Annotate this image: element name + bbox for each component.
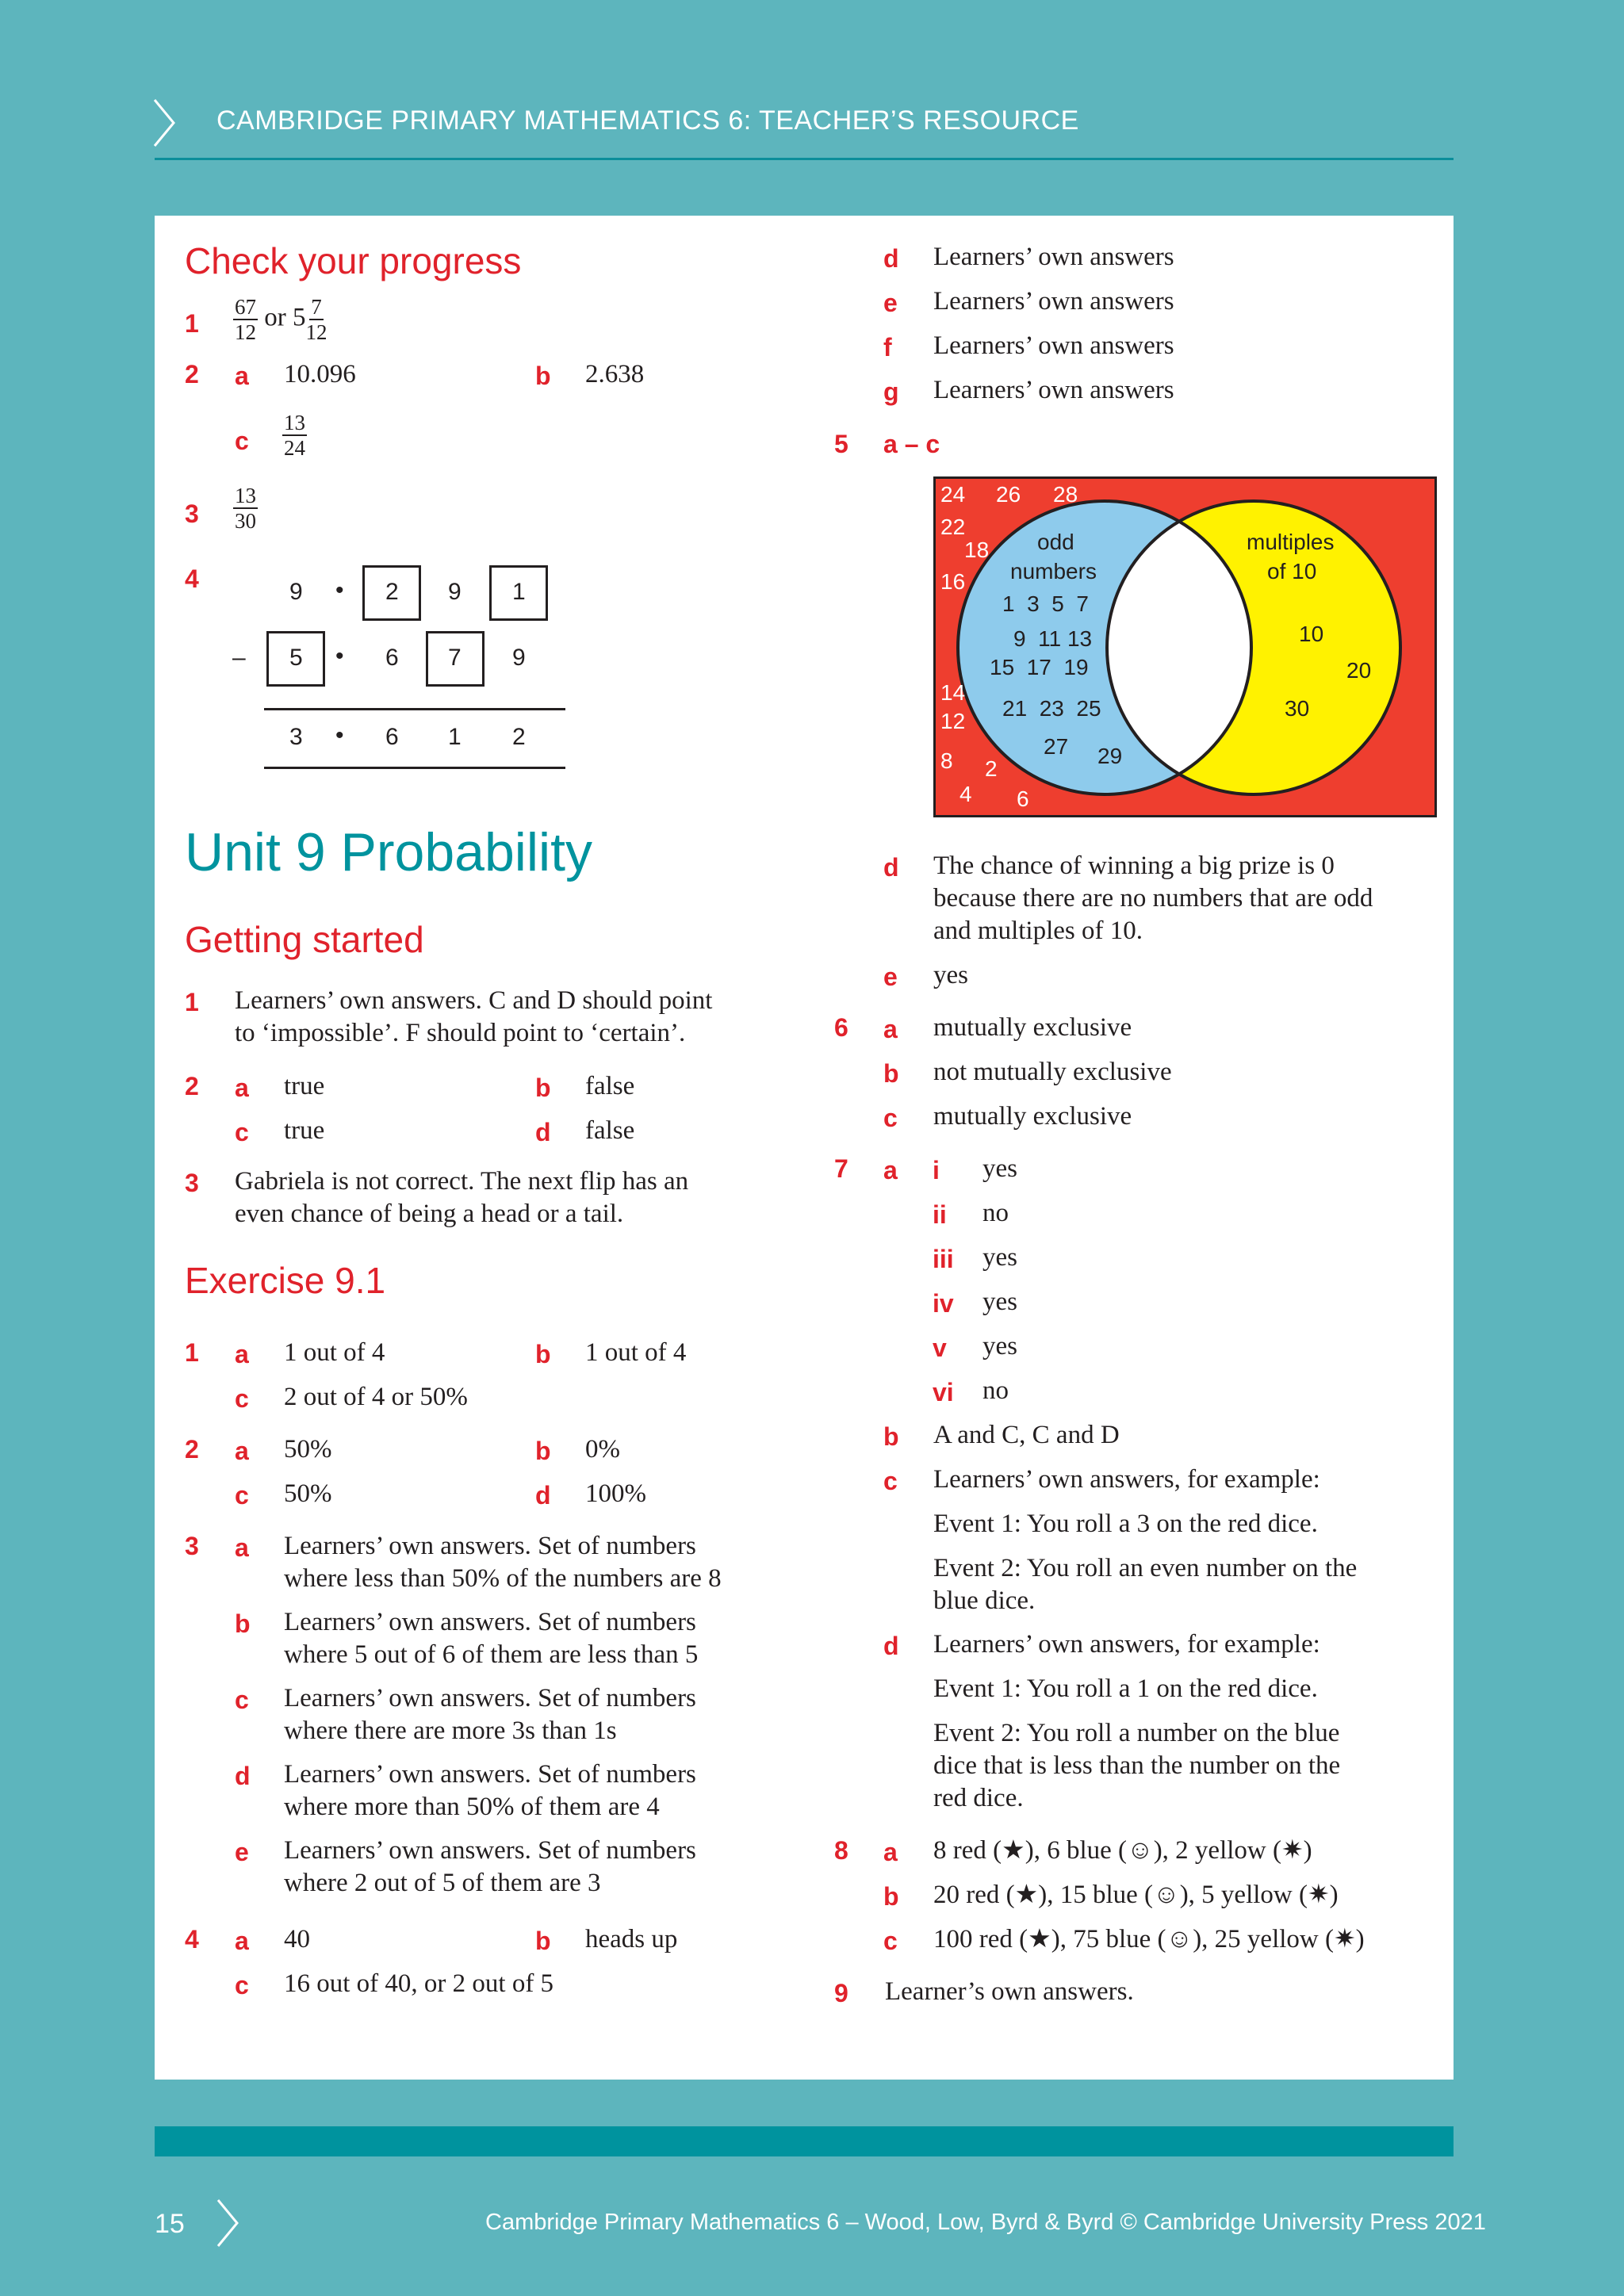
ex-q2-d-value: 100% bbox=[585, 1479, 646, 1508]
q6-a-value: mutually exclusive bbox=[933, 1013, 1132, 1042]
fraction: $\frac{13}{30}$ bbox=[235, 484, 256, 533]
q7-roman-v-value: yes bbox=[982, 1332, 1017, 1360]
ex-q1-a-value: 1 out of 4 bbox=[284, 1338, 385, 1367]
ex-q3-b-line2: where 5 out of 6 of them are less than 5 bbox=[284, 1640, 699, 1669]
q4-g-letter: g bbox=[883, 377, 899, 406]
venn-circles bbox=[936, 479, 1434, 815]
ex-q1-a-letter: a bbox=[235, 1340, 249, 1368]
digit: 6 bbox=[385, 724, 399, 750]
odd-numbers-row: 9 11 13 bbox=[1013, 626, 1093, 651]
q8-b-value: 20 red (★), 15 blue (☺), 5 yellow (✷) bbox=[933, 1881, 1339, 1909]
gs-q1-line1: Learners’ own answers. C and D should point bbox=[235, 986, 713, 1015]
q5-number: 5 bbox=[834, 430, 848, 458]
progress-q2-a-value: 10.096 bbox=[284, 360, 356, 388]
decimal-point: • bbox=[335, 577, 344, 603]
q5-d-line3: and multiples of 10. bbox=[933, 916, 1143, 945]
digit: 1 bbox=[512, 579, 526, 605]
q7-roman-i-value: yes bbox=[982, 1154, 1017, 1183]
header-title: CAMBRIDGE PRIMARY MATHEMATICS 6: TEACHER’S RESOURCE bbox=[216, 105, 1079, 136]
ex-q4-a-value: 40 bbox=[284, 1925, 310, 1954]
q7-d-line1: Learners’ own answers, for example: bbox=[933, 1630, 1320, 1659]
progress-q4-number: 4 bbox=[185, 564, 199, 593]
q5-ac-label: a – c bbox=[883, 430, 940, 458]
q7-c-line1: Learners’ own answers, for example: bbox=[933, 1465, 1320, 1494]
check-progress-heading: Check your progress bbox=[185, 240, 522, 281]
venn-outside-number: 28 bbox=[1053, 482, 1078, 507]
venn-outside-number: 22 bbox=[940, 515, 966, 539]
ex-q1-b-value: 1 out of 4 bbox=[585, 1338, 687, 1367]
ex-q2-b-letter: b bbox=[535, 1437, 551, 1465]
ex-q4-c-value: 16 out of 40, or 2 out of 5 bbox=[284, 1969, 554, 1998]
q6-c-letter: c bbox=[883, 1104, 898, 1132]
ex-q3-b-line1: Learners’ own answers. Set of numbers bbox=[284, 1608, 696, 1636]
header-rule bbox=[155, 158, 1454, 160]
ex-q1-c-letter: c bbox=[235, 1384, 249, 1413]
gs-q2-number: 2 bbox=[185, 1072, 199, 1100]
venn-diagram bbox=[933, 476, 1437, 817]
gs-q3-line1: Gabriela is not correct. The next flip has an bbox=[235, 1167, 689, 1196]
fraction: $\frac{7}{12}$ bbox=[305, 295, 327, 344]
q7-c-line2: Event 1: You roll a 3 on the red dice. bbox=[933, 1510, 1318, 1538]
ex-q3-a-line2: where less than 50% of the numbers are 8 bbox=[284, 1564, 722, 1593]
q4-e-letter: e bbox=[883, 289, 898, 317]
digit: 2 bbox=[385, 579, 399, 605]
q8-number: 8 bbox=[834, 1836, 848, 1865]
q9-value: Learner’s own answers. bbox=[885, 1977, 1134, 2006]
ex-q2-a-value: 50% bbox=[284, 1435, 332, 1464]
digit: 2 bbox=[512, 724, 526, 750]
digit: 9 bbox=[512, 645, 526, 671]
q5-e-letter: e bbox=[883, 962, 898, 991]
q7-roman-iv-value: yes bbox=[982, 1288, 1017, 1316]
odd-numbers-row: 15 17 19 bbox=[990, 655, 1089, 679]
ex-q3-e-line1: Learners’ own answers. Set of numbers bbox=[284, 1836, 696, 1865]
progress-q1-number: 1 bbox=[185, 309, 199, 338]
q7-c-letter: c bbox=[883, 1467, 898, 1495]
digit: 1 bbox=[448, 724, 462, 750]
multiples-label-line1: multiples bbox=[1247, 530, 1335, 554]
odd-numbers-row: 21 23 25 bbox=[1002, 696, 1101, 721]
ex-q2-c-value: 50% bbox=[284, 1479, 332, 1508]
digit: 7 bbox=[448, 645, 462, 671]
odd-label-line2: numbers bbox=[1010, 559, 1097, 584]
q7-b-letter: b bbox=[883, 1422, 899, 1451]
q6-number: 6 bbox=[834, 1013, 848, 1042]
q7-b-value: A and C, C and D bbox=[933, 1421, 1120, 1449]
ex-q2-d-letter: d bbox=[535, 1481, 551, 1510]
q7-d-line4: dice that is less than the number on the bbox=[933, 1751, 1341, 1780]
progress-q2-c-value bbox=[282, 411, 307, 460]
q7-roman-i: i bbox=[933, 1156, 940, 1184]
digit: 6 bbox=[385, 645, 399, 671]
fraction: $\frac{13}{24}$ bbox=[284, 411, 305, 460]
q4-e-value: Learners’ own answers bbox=[933, 287, 1174, 316]
progress-q3-answer bbox=[233, 484, 258, 533]
gs-q3-line2: even chance of being a head or a tail. bbox=[235, 1200, 624, 1228]
ex-q3-a-line1: Learners’ own answers. Set of numbers bbox=[284, 1532, 696, 1560]
gs-q2-d-value: false bbox=[585, 1116, 635, 1145]
gs-q2-b-value: false bbox=[585, 1072, 635, 1100]
venn-outside-number: 4 bbox=[959, 782, 972, 806]
ex-q4-b-letter: b bbox=[535, 1927, 551, 1955]
q5-d-letter: d bbox=[883, 853, 899, 882]
digit: 9 bbox=[289, 579, 303, 605]
venn-outside-number: 14 bbox=[940, 680, 966, 705]
multiple-of-10: 20 bbox=[1346, 658, 1372, 683]
q5-d-line1: The chance of winning a big prize is 0 bbox=[933, 851, 1335, 880]
q7-roman-vi: vi bbox=[933, 1378, 954, 1406]
q7-roman-iii-value: yes bbox=[982, 1243, 1017, 1272]
q8-a-letter: a bbox=[883, 1838, 898, 1866]
sum-line-bottom bbox=[264, 767, 565, 769]
digit: 5 bbox=[289, 645, 303, 671]
sum-line-top bbox=[264, 708, 565, 710]
gs-q2-c-letter: c bbox=[235, 1118, 249, 1146]
progress-q2-c-letter: c bbox=[235, 427, 249, 455]
venn-outside-number: 18 bbox=[964, 538, 990, 562]
venn-outside-number: 8 bbox=[940, 748, 953, 773]
q7-roman-ii-value: no bbox=[982, 1199, 1009, 1227]
q4-f-letter: f bbox=[883, 333, 892, 362]
exercise-heading: Exercise 9.1 bbox=[185, 1260, 386, 1301]
footer-bar bbox=[155, 2126, 1454, 2156]
ex-q3-e-letter: e bbox=[235, 1838, 249, 1866]
q7-d-letter: d bbox=[883, 1632, 899, 1660]
gs-q2-c-value: true bbox=[284, 1116, 325, 1145]
q8-a-value: 8 red (★), 6 blue (☺), 2 yellow (✷) bbox=[933, 1836, 1312, 1865]
ex-q2-c-letter: c bbox=[235, 1481, 249, 1510]
ex-q1-c-value: 2 out of 4 or 50% bbox=[284, 1383, 468, 1411]
q7-a-letter: a bbox=[883, 1156, 898, 1184]
ex-q3-b-letter: b bbox=[235, 1609, 251, 1638]
q8-c-letter: c bbox=[883, 1927, 898, 1955]
q5-e-value: yes bbox=[933, 961, 968, 989]
ex-q3-number: 3 bbox=[185, 1532, 199, 1560]
q4-f-value: Learners’ own answers bbox=[933, 331, 1174, 360]
ex-q3-c-line2: where there are more 3s than 1s bbox=[284, 1716, 617, 1745]
copyright-text: Cambridge Primary Mathematics 6 – Wood, Low, Byrd & Byrd © Cambridge University Press 2021 bbox=[485, 2210, 1486, 2235]
ex-q1-number: 1 bbox=[185, 1338, 199, 1367]
ex-q4-b-value: heads up bbox=[585, 1925, 678, 1954]
q7-c-line3: Event 2: You roll an even number on the bbox=[933, 1554, 1358, 1582]
venn-outside-number: 16 bbox=[940, 569, 966, 594]
venn-outside-number: 24 bbox=[940, 482, 966, 507]
ex-q4-c-letter: c bbox=[235, 1971, 249, 1999]
ex-q2-number: 2 bbox=[185, 1435, 199, 1464]
q7-number: 7 bbox=[834, 1154, 848, 1183]
minus-sign: – bbox=[232, 645, 246, 671]
footer-chevron-icon bbox=[216, 2198, 239, 2248]
venn-outside-number: 12 bbox=[940, 709, 966, 733]
ex-q2-a-letter: a bbox=[235, 1437, 249, 1465]
q7-roman-iii: iii bbox=[933, 1245, 954, 1273]
progress-q2-number: 2 bbox=[185, 360, 199, 388]
unit-title: Unit 9 Probability bbox=[185, 822, 593, 882]
q9-number: 9 bbox=[834, 1979, 848, 2007]
progress-q2-b-letter: b bbox=[535, 362, 551, 390]
gs-q2-a-value: true bbox=[284, 1072, 325, 1100]
ex-q3-d-letter: d bbox=[235, 1762, 251, 1790]
subtraction-grid bbox=[230, 555, 579, 777]
gs-q2-d-letter: d bbox=[535, 1118, 551, 1146]
ex-q4-number: 4 bbox=[185, 1925, 199, 1954]
gs-q2-a-letter: a bbox=[235, 1073, 249, 1102]
getting-started-heading: Getting started bbox=[185, 919, 424, 960]
digit: 3 bbox=[289, 724, 303, 750]
fraction: $\frac{67}{12}$ bbox=[235, 295, 256, 344]
q6-c-value: mutually exclusive bbox=[933, 1102, 1132, 1131]
q8-b-letter: b bbox=[883, 1882, 899, 1911]
header-chevron-icon bbox=[152, 98, 176, 147]
multiples-label-line2: of 10 bbox=[1267, 559, 1317, 584]
ex-q3-d-line1: Learners’ own answers. Set of numbers bbox=[284, 1760, 696, 1789]
gs-q1-line2: to ‘impossible’. F should point to ‘certain’. bbox=[235, 1019, 686, 1047]
q7-d-line3: Event 2: You roll a number on the blue bbox=[933, 1719, 1340, 1747]
q7-roman-v: v bbox=[933, 1334, 947, 1362]
q7-d-line2: Event 1: You roll a 1 on the red dice. bbox=[933, 1674, 1318, 1703]
ex-q3-a-letter: a bbox=[235, 1533, 249, 1562]
q6-b-value: not mutually exclusive bbox=[933, 1058, 1172, 1086]
page-number: 15 bbox=[155, 2209, 185, 2239]
odd-number: 27 bbox=[1044, 734, 1069, 759]
q4-d-value: Learners’ own answers bbox=[933, 243, 1174, 271]
gs-q1-number: 1 bbox=[185, 988, 199, 1016]
progress-q1-answer: $\frac{67}{12}$ or 5 $\frac{7}{12}$ bbox=[235, 295, 327, 344]
venn-outside-number: 6 bbox=[1017, 786, 1029, 811]
q7-c-line4: blue dice. bbox=[933, 1586, 1036, 1615]
decimal-point: • bbox=[335, 643, 344, 669]
ex-q3-d-line2: where more than 50% of them are 4 bbox=[284, 1793, 660, 1821]
q4-d-letter: d bbox=[883, 244, 899, 273]
ex-q3-c-letter: c bbox=[235, 1686, 249, 1714]
ex-q3-e-line2: where 2 out of 5 of them are 3 bbox=[284, 1869, 601, 1897]
digit: 9 bbox=[448, 579, 462, 605]
odd-numbers-row: 1 3 5 7 bbox=[1002, 591, 1089, 616]
ex-q4-a-letter: a bbox=[235, 1927, 249, 1955]
q7-roman-ii: ii bbox=[933, 1200, 947, 1229]
ex-q2-b-value: 0% bbox=[585, 1435, 620, 1464]
progress-q2-b-value: 2.638 bbox=[585, 360, 645, 388]
q7-roman-iv: iv bbox=[933, 1289, 954, 1318]
q7-d-line5: red dice. bbox=[933, 1784, 1024, 1812]
decimal-point: • bbox=[335, 722, 344, 748]
q8-c-value: 100 red (★), 75 blue (☺), 25 yellow (✷) bbox=[933, 1925, 1365, 1954]
multiple-of-10: 10 bbox=[1299, 622, 1324, 646]
progress-q3-number: 3 bbox=[185, 499, 199, 528]
multiple-of-10: 30 bbox=[1285, 696, 1310, 721]
odd-number: 29 bbox=[1097, 744, 1123, 768]
venn-outside-number: 2 bbox=[985, 756, 998, 781]
gs-q2-b-letter: b bbox=[535, 1073, 551, 1102]
gs-q3-number: 3 bbox=[185, 1169, 199, 1197]
venn-outside-number: 26 bbox=[996, 482, 1021, 507]
q6-a-letter: a bbox=[883, 1015, 898, 1043]
odd-label-line1: odd bbox=[1037, 530, 1074, 554]
q5-d-line2: because there are no numbers that are odd bbox=[933, 884, 1373, 913]
ex-q3-c-line1: Learners’ own answers. Set of numbers bbox=[284, 1684, 696, 1712]
q7-roman-vi-value: no bbox=[982, 1376, 1009, 1405]
progress-q2-a-letter: a bbox=[235, 362, 249, 390]
q4-g-value: Learners’ own answers bbox=[933, 376, 1174, 404]
q6-b-letter: b bbox=[883, 1059, 899, 1088]
ex-q1-b-letter: b bbox=[535, 1340, 551, 1368]
